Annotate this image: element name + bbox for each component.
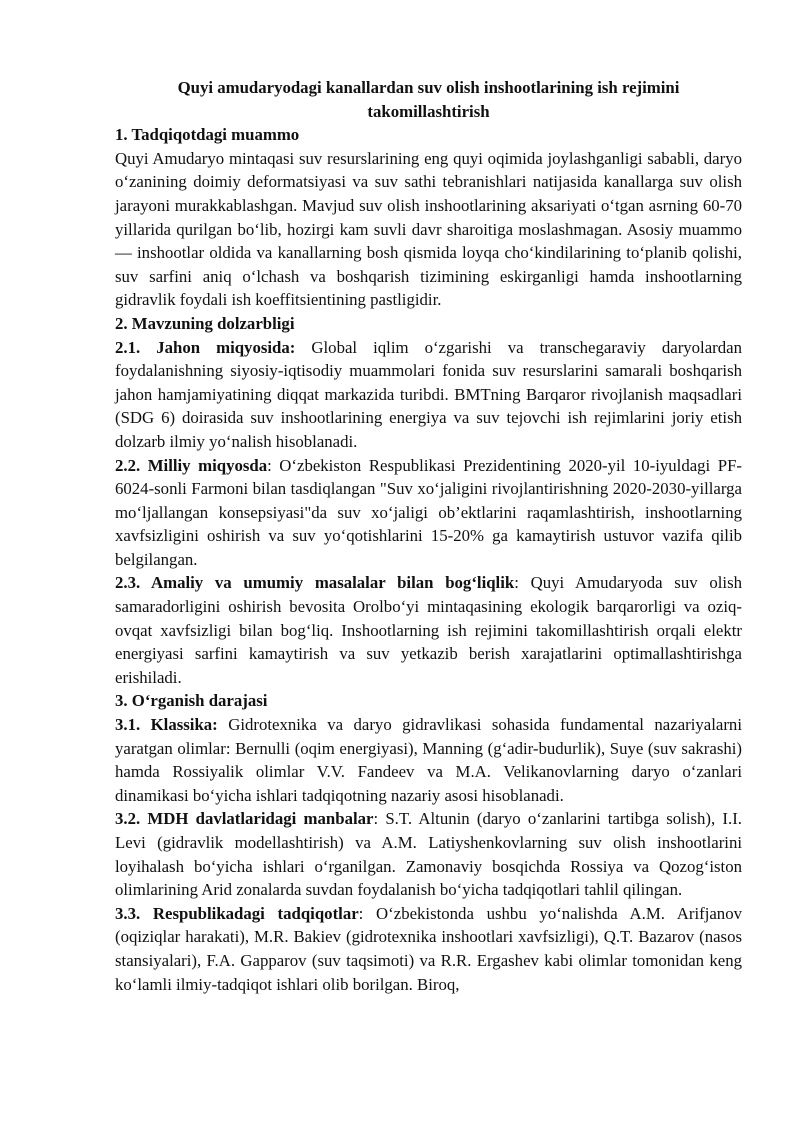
section-3-3-text: : O‘zbekistonda ushbu yo‘nalishda A.M. Arifjanov (oqiziqlar harakati), M.R. Bakiev (gidrotexnika inshootlari xavfsizligi), Q.T. Bazarov (nasos stansiyalari), F.A. Gapparov (suv taqsimoti) va R.R. Ergashev kabi olimlar tomonidan keng ko‘lamli ilmiy-tadqiqot ishlari olib borilgan. Biroq, <box>115 903 742 994</box>
title-line-2: takomillashtirish <box>367 101 490 121</box>
section-3-2-paragraph <box>115 807 742 901</box>
section-2-2-label: 2.2. Milliy miqyosda <box>115 455 268 475</box>
section-3-2-text: : S.T. Altunin (daryo o‘zanlarini tartibga solish), I.I. Levi (gidravlik modellashtirish) va A.M. Latiyshenkovlarning suv olish inshootlarini loyihalash bo‘yicha ishlari o‘rganilgan. Zamonaviy bosqichda Rossiya va Qozog‘iston olimlarining Arid zonalarda suvdan foydalanish bo‘yicha tadqiqotlari tahlil qilingan. <box>115 809 742 900</box>
section-1-heading: 1. Tadqiqotdagi muammo <box>115 125 300 145</box>
section-2-heading: 2. Mavzuning dolzarbligi <box>115 313 295 333</box>
section-2-3-text: : Quyi Amudaryoda suv olish samaradorligini oshirish bevosita Orolbo‘yi mintaqasining ekologik barqarorligi va oziq-ovqat xavfsizligi bilan bog‘liq. Inshootlarning ish rejimini takomillashtirish orqali elektr energiyasi sarfini kamaytirish va suv yetkazib berish xarajatlarini optimallashtirishga erishiladi. <box>115 573 742 687</box>
section-3-1-text: Gidrotexnika va daryo gidravlikasi sohasida fundamental nazariyalarni yaratgan olimlar: Bernulli (oqim energiyasi), Manning (g‘adir-budurlik), Suye (suv sakrashi) hamda Rossiyalik olimlar V.V. Fandeev va M.A. Velikanovlarning daryo o‘zanlari dinamikasi bo‘yicha ishlari tadqiqotning nazariy asosi hisoblanadi. <box>115 715 742 805</box>
section-1-paragraph: Quyi Amudaryo mintaqasi suv resurslarining eng quyi oqimida joylashganligi sababli, daryo o‘zanining doimiy deformatsiyasi va suv sathi tebranishlari natijasida kanallarga suv olish jarayoni murakkablashgan. Mavjud suv olish inshootlarining aksariyati o‘tgan asrning 60-70 yillarida qurilgan bo‘lib, hozirgi kam suvli davr sharoitiga moslashmagan. Asosiy muammo — inshootlar oldida va kanallarning bosh qismida loyqa cho‘kindilarining to‘planib qolishi, suv sarfini aniq o‘lchash va boshqarish tizimining eskirganligi hamda inshootlarning gidravlik foydali ish koeffitsientining pastligidir. <box>115 148 742 310</box>
document-title <box>115 76 742 123</box>
section-3-1-label: 3.1. Klassika: <box>115 715 218 735</box>
section-2-3-paragraph <box>115 571 742 689</box>
section-2-1-text: Global iqlim o‘zgarishi va transchegaraviy daryolardan foydalanishning siyosiy-iqtisodiy muammolari fonida suv resurslarini samarali boshqarish jahon hamjamiyatining diqqat markazida turibdi. BMTning Barqaror rivojlanish maqsadlari (SDG 6) doirasida suv inshootlarining energiya va suv tejovchi ish rejimlarini joriy etish dolzarb ilmiy yo‘nalish hisoblanadi. <box>115 337 742 451</box>
section-3-1-paragraph <box>115 713 742 807</box>
section-2-2-text: : O‘zbekiston Respublikasi Prezidentining 2020-yil 10-iyuldagi PF-6024-sonli Farmoni bilan tasdiqlangan "Suv xo‘jaligini rivojlantirishning 2020-2030-yillarga mo‘ljallangan konsepsiyasi"da suv xo‘jaligi ob’ektlarini raqamlashtirish, inshootlarning xavfsizligini oshirish va suv yo‘qotishlarini 15-20% ga kamaytirish ustuvor vazifa qilib belgilangan. <box>115 455 742 569</box>
section-2-2-paragraph <box>115 454 742 572</box>
section-3-3-label: 3.3. Respublikadagi tadqiqotlar <box>115 903 359 923</box>
section-3-2-label: 3.2. MDH davlatlaridagi manbalar <box>115 809 374 829</box>
section-2-1-paragraph <box>115 336 742 454</box>
section-2-1-label: 2.1. Jahon miqyosida: <box>115 337 296 357</box>
section-3-3-paragraph <box>115 902 742 996</box>
title-line-1: Quyi amudaryodagi kanallardan suv olish inshootlarining ish rejimini <box>177 78 680 97</box>
section-3-heading: 3. O‘rganish darajasi <box>115 691 268 711</box>
section-2-3-label: 2.3. Amaliy va umumiy masalalar bilan bog‘liqlik <box>115 573 515 593</box>
